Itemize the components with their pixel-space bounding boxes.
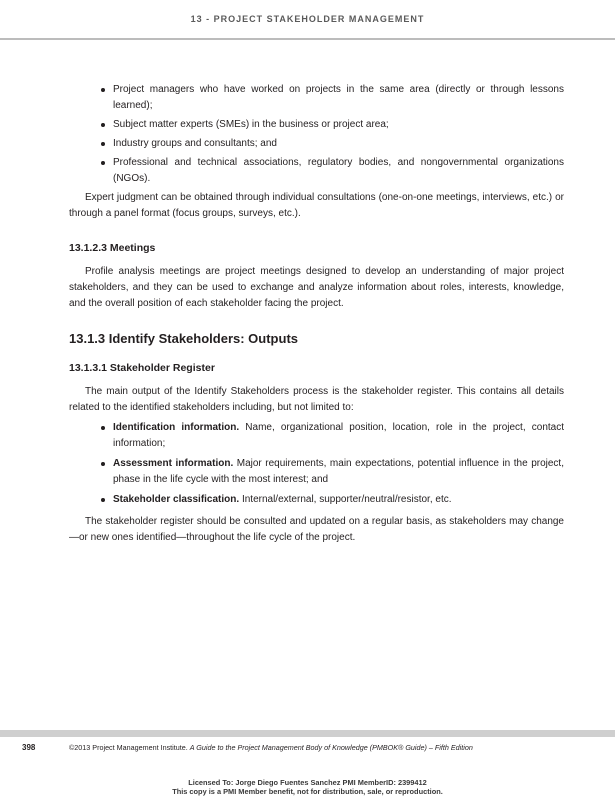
list-item: Industry groups and consultants; and [99,136,564,152]
book-title: A Guide to the Project Management Body of Knowledge (PMBOK® Guide) – Fifth Edition [189,743,473,752]
meetings-heading: 13.1.2.3 Meetings [69,242,156,254]
item-text: Major requirements, main expectations, potential influence in the project, phase in the life cycle with the most interest; and [113,458,564,485]
copyright-line [69,741,473,755]
list-item [99,492,564,508]
register-intro-paragraph: The main output of the Identify Stakeholders process is the stakeholder register. This contains all details related to the identified stakeholders including, but not limited to: [69,386,564,413]
outputs-heading: 13.1.3 Identify Stakeholders: Outputs [69,331,298,346]
register-closing-paragraph: The stakeholder register should be consulted and updated on a regular basis, as stakeholders may change—or new ones identified—throughout the life cycle of the project. [69,516,564,543]
running-head: 13 - PROJECT STAKEHOLDER MANAGEMENT [190,14,425,24]
page-number: 398 [22,743,36,752]
copyright-text: ©2013 Project Management Institute. [69,743,190,752]
item-term: Assessment information. [113,458,234,469]
list-item: Subject matter experts (SMEs) in the business or project area; [99,117,564,133]
stakeholder-register-heading: 13.1.3.1 Stakeholder Register [69,362,215,374]
license-line: Licensed To: Jorge Diego Fuentes Sanchez PMI MemberID: 2399412 [188,778,427,787]
expert-sources-list [69,82,564,187]
item-term: Identification information. [113,422,240,433]
list-item [99,456,564,488]
item-text: Internal/external, supporter/neutral/resistor, etc. [239,494,452,505]
item-term: Stakeholder classification. [113,494,240,505]
list-item: Professional and technical associations, regulatory bodies, and nongovernmental organizations (NGOs). [99,155,564,187]
meetings-paragraph: Profile analysis meetings are project meetings designed to develop an understanding of major project stakeholders, and they can be used to exchange and analyze information about roles, interests, knowledge, and the overall position of each stakeholder facing the project. [69,266,564,309]
license-line: This copy is a PMI Member benefit, not for distribution, sale, or reproduction. [172,787,443,796]
list-item: Project managers who have worked on projects in the same area (directly or through lessons learned); [99,82,564,114]
footer-rule [0,730,615,737]
page-footer [0,741,615,755]
register-contents-list [69,420,564,508]
expert-judgment-paragraph: Expert judgment can be obtained through individual consultations (one-on-one meetings, interviews, etc.) or through a panel format (focus groups, surveys, etc.). [69,192,564,219]
item-text: Name, organizational position, location, role in the project, contact information; [113,422,564,449]
list-item [99,420,564,452]
header-rule [0,38,615,40]
page-body [69,82,564,546]
license-notice [0,778,615,796]
